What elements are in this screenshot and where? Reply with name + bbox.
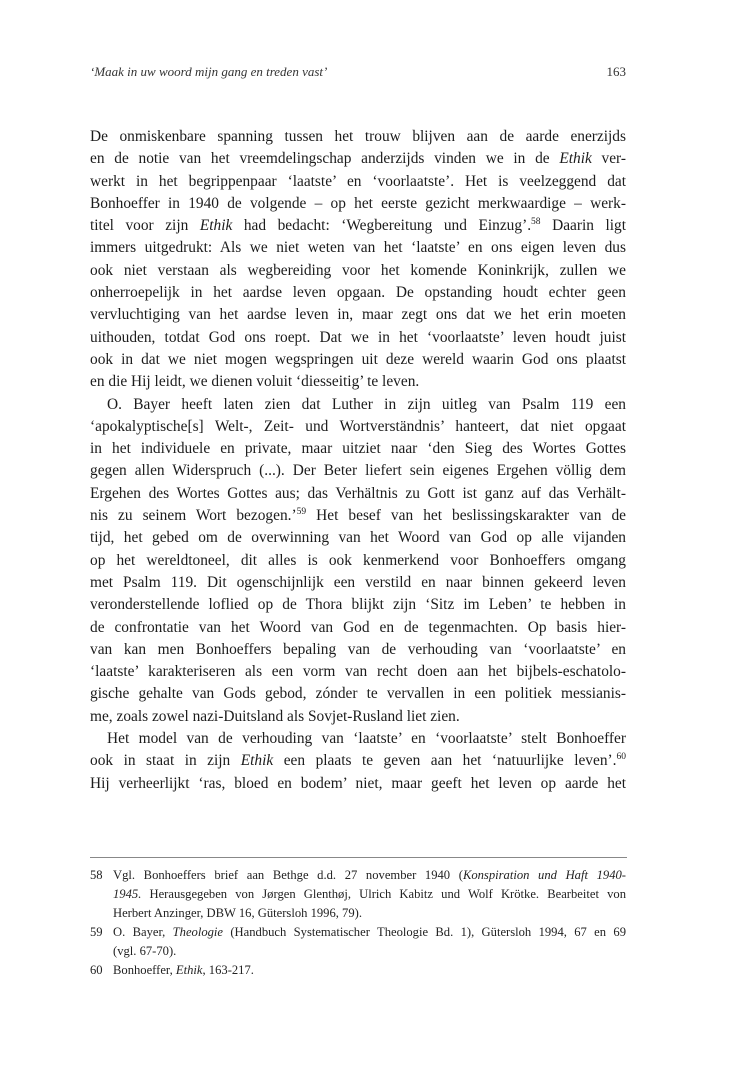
- footnote-text: [113, 923, 626, 961]
- page-number: 163: [606, 64, 626, 79]
- paragraph: [90, 728, 626, 795]
- footnote-line: (vgl. 67-70).: [113, 944, 177, 958]
- footnote: [90, 923, 626, 961]
- footnote-line: Bonhoeffer, Ethik, 163-217.: [113, 963, 254, 977]
- footnote-line: Vgl. Bonhoeffers brief aan Bethge d.d. 27 november 1940 (Konspiration und Haft 1940-: [113, 868, 626, 882]
- footnotes: [90, 866, 626, 980]
- footnote-text: [113, 866, 626, 923]
- text-line: met Psalm 119. Dit ogenschijnlijk een verstild en naar binnen gekeerd leven: [90, 573, 626, 591]
- footnote-line: O. Bayer, Theologie (Handbuch Systematischer Theologie Bd. 1), Gütersloh 1994, 67 en 69: [113, 925, 626, 939]
- text-line: O. Bayer heeft laten zien dat Luther in zijn uitleg van Psalm 119 een: [107, 395, 626, 413]
- text-line: vervluchtiging van het aardse leven in, maar zegt ons dat we het erin moeten: [90, 306, 626, 324]
- text-line: de confrontatie van het Woord van God en de tegenmachten. Op basis hier-: [90, 618, 626, 636]
- footnote-separator: [90, 857, 627, 858]
- text-line: ook niet verstaan als wegbereiding voor het komende Koninkrijk, zullen we: [90, 261, 626, 279]
- text-line: Het model van de verhouding van ‘laatste’ en ‘voorlaatste’ stelt Bonhoeffer: [107, 730, 626, 748]
- text-line: immers uitgedrukt: Als we niet weten van het ‘laatste’ en ons eigen leven dus: [90, 239, 626, 257]
- footnote-line: 1945. Herausgegeben von Jørgen Glenthøj, Ulrich Kabitz und Wolf Krötke. Bearbeitet von: [113, 887, 626, 901]
- text-line: uithouden, totdat God ons roept. Dat we in het ‘voorlaatste’ leven houdt juist: [90, 328, 626, 346]
- text-line: Bonhoeffer in 1940 de volgende – op het eerste gezicht merkwaardige – werk-: [90, 194, 626, 212]
- text-line: in het individuele en private, maar uitziet naar ‘den Sieg des Wortes Gottes: [90, 440, 626, 458]
- footnote: [90, 866, 626, 923]
- text-line: gegen allen Widerspruch (...). Der Beter liefert sein eigenes Ergehen völlig dem: [90, 462, 626, 480]
- text-line: op het wereldtoneel, dit alles is ook kenmerkend voor Bonhoeffers omgang: [90, 551, 626, 569]
- footnote-reference: 59: [296, 506, 307, 517]
- italic-title: Ethik: [175, 963, 203, 977]
- text-line: De onmiskenbare spanning tussen het trouw blijven aan de aarde enerzijds: [90, 128, 626, 145]
- text-line: ook in staat in zijn Ethik een plaats te geven aan het ‘natuurlijke leven’.$^{60}$: [90, 752, 626, 770]
- text-line: gische gehalte van Gods gebod, zónder te vervallen in een politiek messianis-: [90, 685, 626, 703]
- running-title: ‘Maak in uw woord mijn gang en treden vast’: [90, 64, 328, 79]
- footnote-line: Herbert Anzinger, DBW 16, Gütersloh 1996, 79).: [113, 906, 362, 920]
- text-line: Hij verheerlijkt ‘ras, bloed en bodem’ niet, maar geeft het leven op aarde het: [90, 774, 626, 792]
- text-line: werkt in het begrippenpaar ‘laatste’ en ‘voorlaatste’. Het is veelzeggend dat: [90, 172, 626, 190]
- body-text: [90, 126, 626, 795]
- italic-title: Konspiration und Haft 1940-: [462, 868, 626, 882]
- running-header: [90, 63, 626, 81]
- footnote-reference: 58: [531, 217, 541, 228]
- text-line: titel voor zijn Ethik had bedacht: ‘Wegbereitung und Einzug’.$^{58}$ Daarin ligt: [90, 217, 627, 235]
- text-line: en de notie van het vreemdelingschap anderzijds vinden we in de Ethik ver-: [90, 150, 627, 168]
- italic-title: Ethik: [240, 752, 274, 770]
- text-line: ook in dat we niet mogen wegspringen uit deze wereld waarin God ons plaatst: [90, 350, 626, 368]
- italic-title: Ethik: [199, 217, 233, 235]
- text-line: nis zu seinem Wort bezogen.’$^{59}$ Het besef van het beslissingskarakter van de: [90, 506, 626, 525]
- footnote-number: 60: [90, 963, 103, 977]
- text-line: onherroepelijk in het aardse leven opgaan. De opstanding houdt echter geen: [90, 284, 626, 302]
- italic-title: 1945.: [113, 887, 142, 901]
- text-line: ‘laatste’ karakteriseren als een vorm van recht doen aan het bijbels-eschatolo-: [90, 663, 626, 681]
- text-line: tijd, het gebed om de overwinning van het Woord van God op alle vijanden: [90, 529, 626, 547]
- text-line: ‘apokalyptische[s] Welt-, Zeit- und Wortverständnis’ hanteert, dat niet opgaat: [90, 417, 626, 435]
- italic-title: Theologie: [172, 925, 224, 939]
- footnote-number: 59: [90, 925, 103, 939]
- text-line: Ergehen des Wortes Gottes aus; das Verhältnis zu Gott ist ganz auf das Verhält-: [90, 484, 626, 502]
- paragraph: [90, 126, 626, 394]
- footnote-reference: 60: [616, 752, 626, 763]
- footnote-number: 58: [90, 868, 103, 882]
- footnote-text: [113, 961, 626, 980]
- text-line: en die Hij leidt, we dienen voluit ‘diesseitig’ te leven.: [90, 373, 420, 391]
- footnote: [90, 961, 626, 980]
- paragraph: [90, 394, 626, 728]
- text-line: van kan men Bonhoeffers bepaling van de verhouding van ‘voorlaatste’ en: [90, 640, 626, 658]
- text-line: veronderstellende loflied op de Thora blijkt zijn ‘Sitz im Leben’ te hebben in: [90, 596, 626, 614]
- italic-title: Ethik: [559, 150, 592, 168]
- text-line: me, zoals zowel nazi-Duitsland als Sovjet-Rusland liet zien.: [90, 707, 460, 725]
